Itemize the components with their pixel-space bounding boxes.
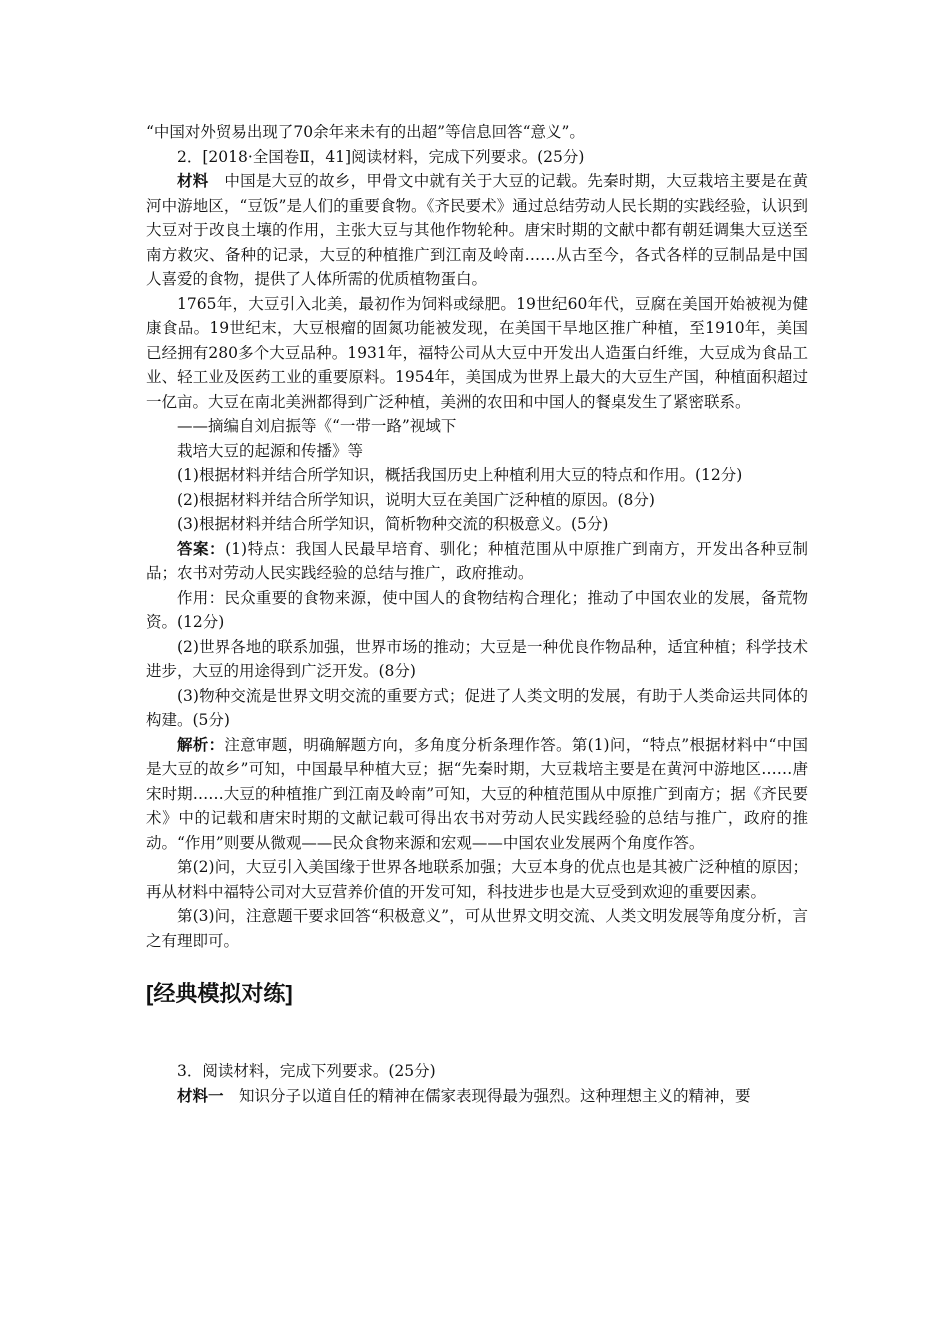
material-paragraph-2: 1765年，大豆引入北美，最初作为饲料或绿肥。19世纪60年代，豆腐在美国开始被视为健康食品。19世纪末，大豆根瘤的固氮功能被发现，在美国干旱地区推广种植，至1910年，美国已经拥有280多个大豆品种。1931年，福特公司从大豆中开发出人造蛋白纤维，大豆成为食品工业、轻工业及医药工业的重要原料。1954年，美国成为世界上最大的大豆生产国，种植面积超过一亿亩。大豆在南北美洲都得到广泛种植，美洲的农田和中国人的餐桌发生了紧密联系。 — [146, 294, 808, 411]
material-one-label: 材料一 — [177, 1085, 224, 1105]
analysis-paragraph-2: 第(2)问，大豆引入美国缘于世界各地联系加强；大豆本身的优点也是其被广泛种植的原因；再从材料中福特公司对大豆营养价值的开发可知，科技进步也是大豆受到欢迎的重要因素。 — [146, 858, 808, 901]
source-line-2: 栽培大豆的起源和传播》等 — [177, 441, 364, 460]
analysis-paragraph-1 — [146, 733, 808, 856]
analysis-label: 解析： — [177, 734, 225, 754]
analysis-paragraph-3: 第(3)问，注意题干要求回答“积极意义”，可从世界文明交流、人类文明发展等角度分析，言之有理即可。 — [146, 907, 808, 950]
heading-spacer — [146, 1009, 808, 1059]
answer-label: 答案： — [177, 538, 226, 558]
analysis-text-1: 注意审题，明确解题方向，多角度分析条理作答。第(1)问，“特点”根据材料中“中国是大豆的故乡”可知，中国最早种植大豆；据“先秦时期，大豆栽培主要是在黄河中游地区……唐宋时期……大豆的种植推广到江南及岭南”可知，大豆的种植范围从中原推广到南方；据《齐民要术》中的记载和唐宋时期的文献记载可得出农书对劳动人民实践经验的总结与推广，政府的推动。“作用”则要从微观——民众食物来源和宏观——中国农业发展两个角度作答。 — [146, 735, 808, 852]
material-label: 材料 — [177, 171, 209, 190]
question-2-header: 2．[2018·全国卷Ⅱ，41]阅读材料，完成下列要求。(25分) — [177, 147, 585, 166]
source-line-1: ——摘编自刘启振等《“一带一路”视域下 — [177, 417, 457, 435]
answer-text-1: (1)特点：我国人民最早培育、驯化；种植范围从中原推广到南方，开发出各种豆制品；农书对劳动人民实践经验的总结与推广，政府推动。 — [146, 539, 808, 582]
answer-paragraph-1 — [146, 537, 808, 586]
intro-tail: “中国对外贸易出现了70余年来未有的出超”等信息回答“意义”。 — [146, 123, 585, 141]
material-paragraph-1 — [146, 169, 808, 292]
document-page — [146, 120, 808, 1108]
material-one-text: 知识分子以道自任的精神在儒家表现得最为强烈。这种理想主义的精神，要 — [239, 1086, 751, 1105]
answer-paragraph-3: (3)物种交流是世界文明交流的重要方式；促进了人类文明的发展，有助于人类命运共同体的构建。(5分) — [146, 686, 808, 729]
section-heading: [经典模拟对练] — [146, 981, 293, 1006]
answer-role: 作用：民众重要的食物来源，使中国人的食物结构合理化；推动了中国农业的发展，备荒物资。(12分) — [146, 588, 808, 631]
answer-paragraph-2: (2)世界各地的联系加强，世界市场的推动；大豆是一种优良作物品种，适宜种植；科学技术进步，大豆的用途得到广泛开发。(8分) — [146, 637, 808, 680]
material-one-paragraph — [146, 1084, 808, 1109]
question-3-header: 3．阅读材料，完成下列要求。(25分) — [177, 1062, 436, 1080]
sub-question-2: (2)根据材料并结合所学知识，说明大豆在美国广泛种植的原因。(8分) — [177, 490, 655, 509]
material-text-1: 中国是大豆的故乡，甲骨文中就有关于大豆的记载。先秦时期，大豆栽培主要是在黄河中游地区，“豆饭”是人们的重要食物。《齐民要术》通过总结劳动人民长期的实践经验，认识到大豆对于改良土壤的作用，主张大豆与其他作物轮种。唐宋时期的文献中都有朝廷调集大豆送至南方救灾、备种的记录，大豆的种植推广到江南及岭南……从古至今，各式各样的豆制品是中国人喜爱的食物，提供了人体所需的优质植物蛋白。 — [146, 172, 808, 288]
sub-question-3: (3)根据材料并结合所学知识，简析物种交流的积极意义。(5分) — [177, 515, 609, 533]
sub-question-1: (1)根据材料并结合所学知识，概括我国历史上种植利用大豆的特点和作用。(12分) — [177, 466, 743, 484]
